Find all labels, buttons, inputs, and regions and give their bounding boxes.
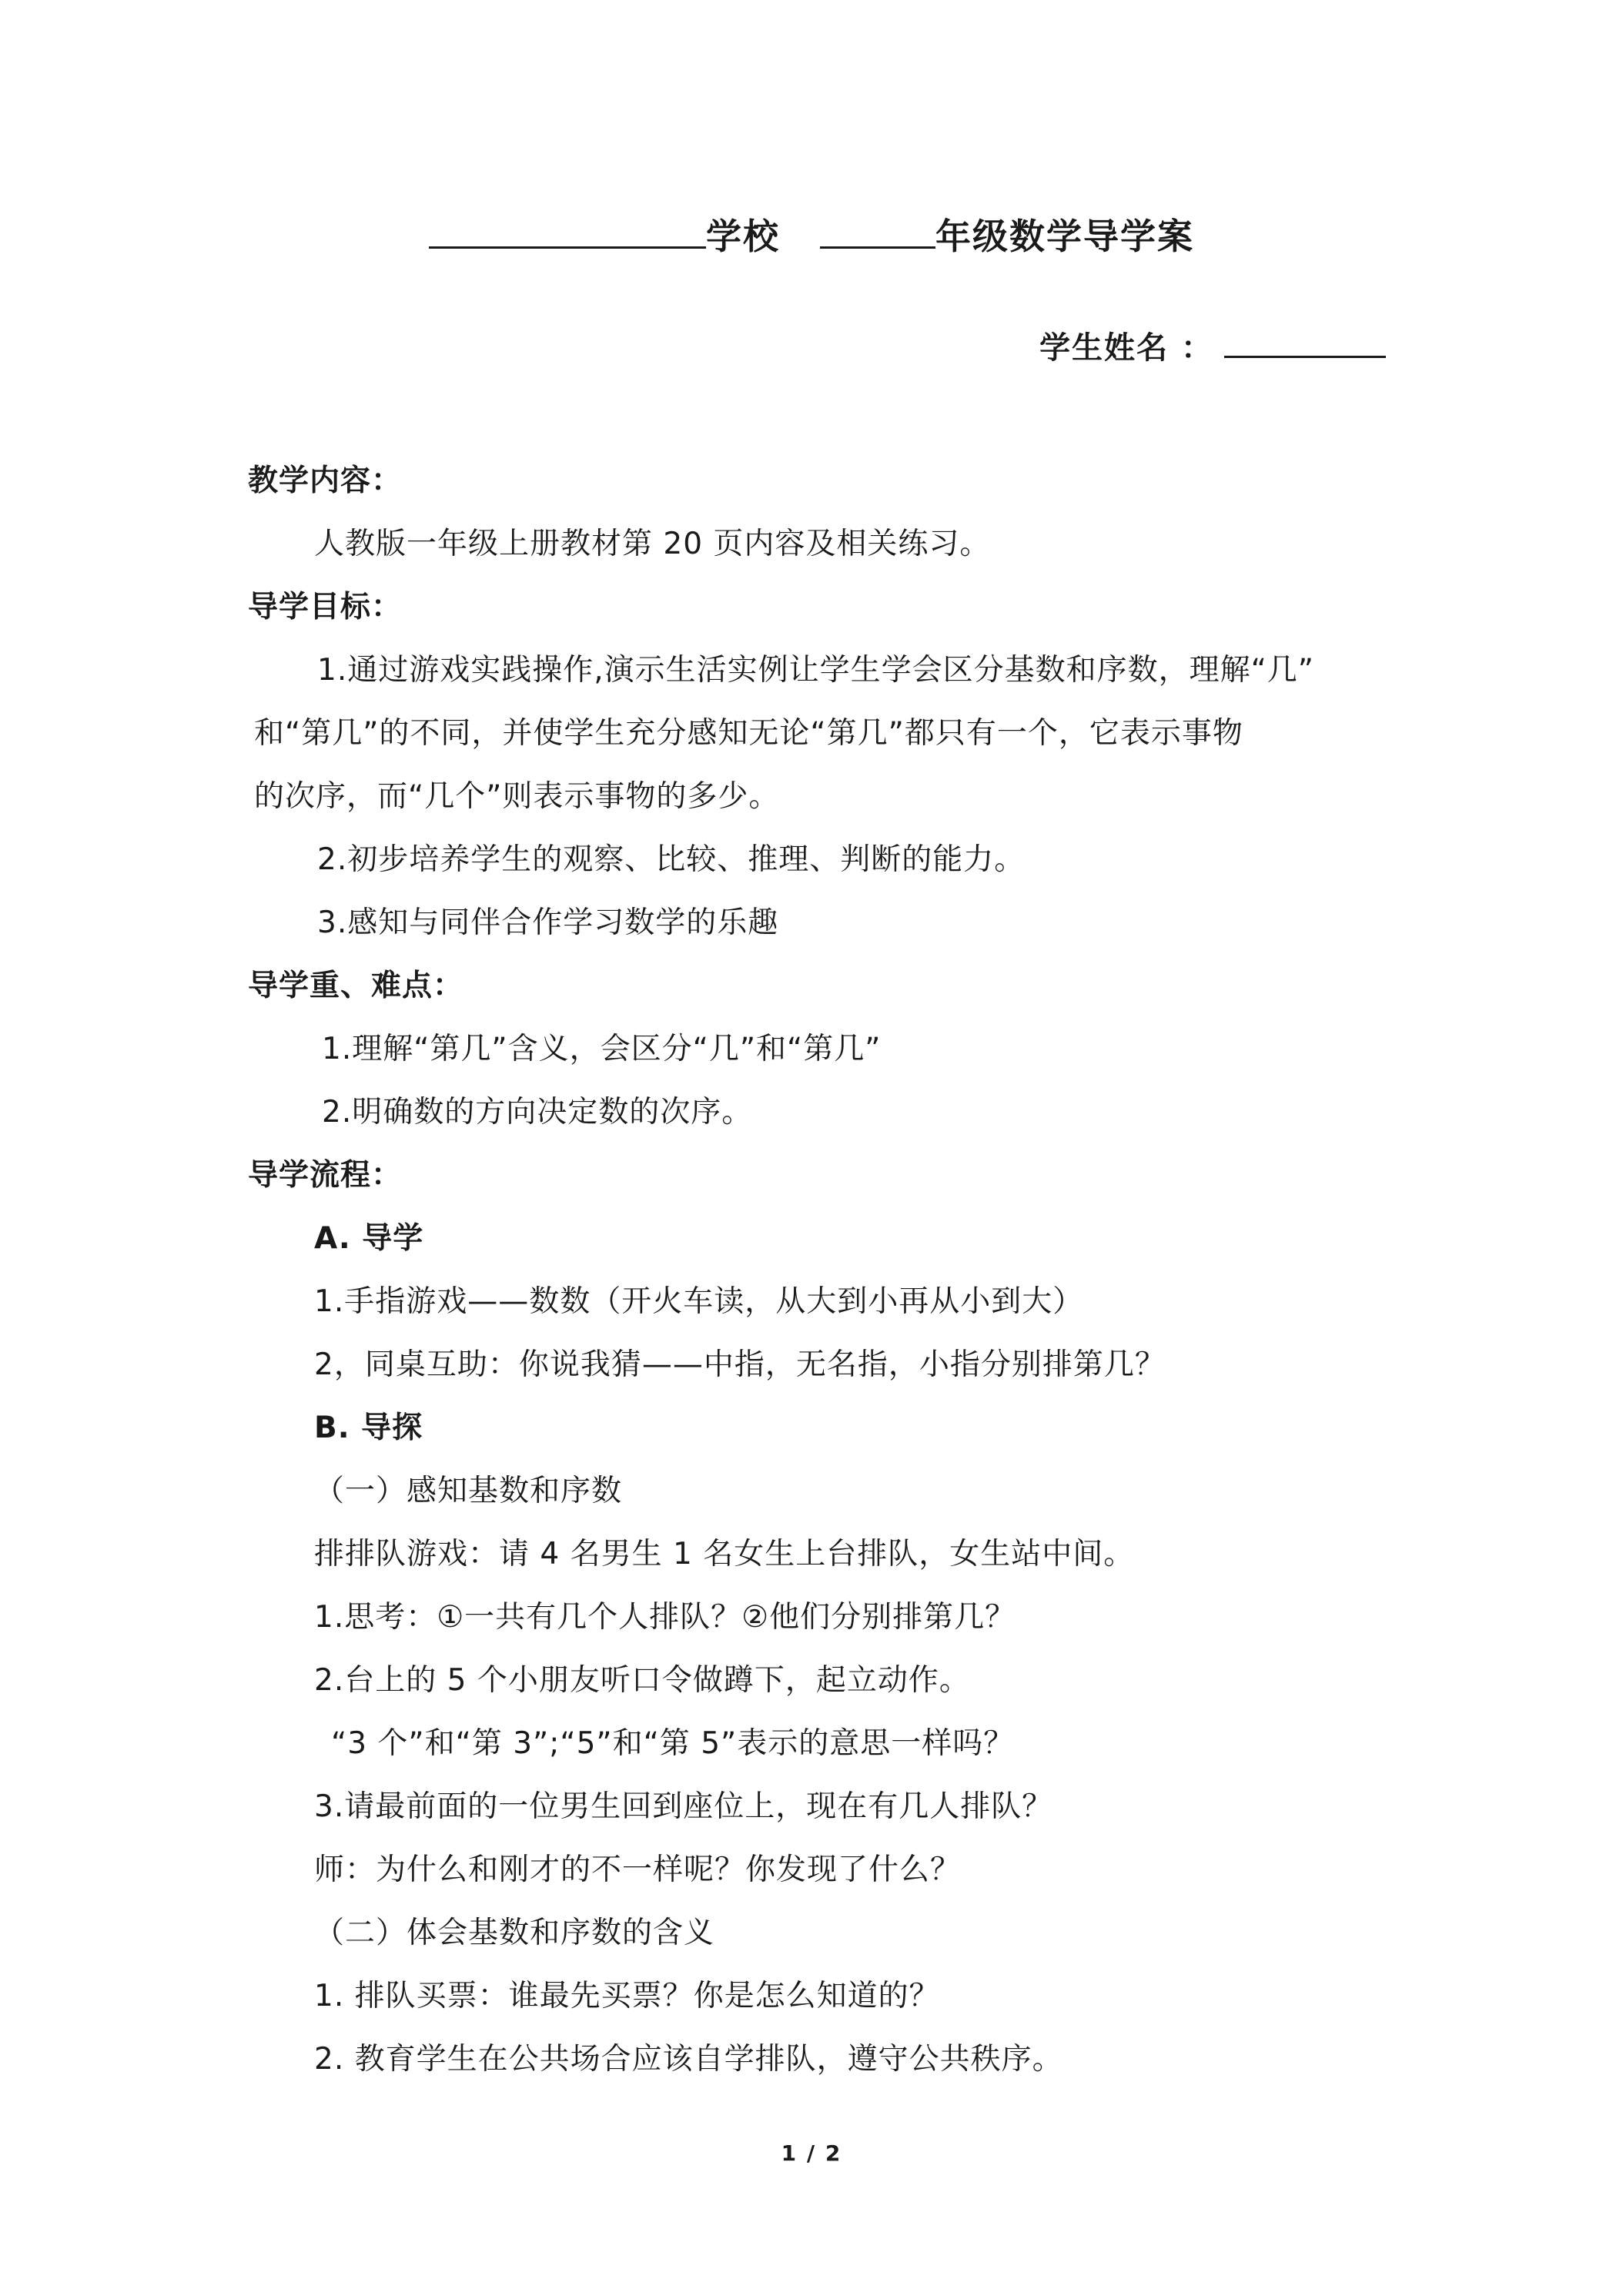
flow-heading: 导学流程：: [248, 1158, 403, 1193]
flow-b-question-2b: “3 个”和“第 3”;“5”和“第 5”表示的意思一样吗？: [331, 1726, 1015, 1761]
page-number: 1 / 2: [781, 2140, 842, 2166]
student-name-row: [1039, 316, 1386, 371]
grade-blank: [820, 206, 935, 249]
flow-b-part-1: （一）感知基数和序数: [314, 1474, 623, 1508]
flow-b-heading: B. 导探: [314, 1411, 423, 1445]
flow-b-question-2: 2.台上的 5 个小朋友听口令做蹲下，起立动作。: [314, 1663, 970, 1698]
goal-1-line-1: 1.通过游戏实践操作,演示生活实例让学生学会区分基数和序数，理解“几”: [317, 653, 1315, 688]
flow-b-question-3: 3.请最前面的一位男生回到座位上，现在有几人排队？: [314, 1789, 1053, 1824]
flow-b-game: 排排队游戏：请 4 名男生 1 名女生上台排队，女生站中间。: [314, 1537, 1135, 1571]
school-name-blank: [429, 206, 706, 249]
flow-b-part-2: （二）体会基数和序数的含义: [314, 1916, 715, 1950]
school-suffix: 学校: [706, 216, 780, 257]
goal-3: 3.感知与同伴合作学习数学的乐趣: [317, 905, 779, 940]
goals-heading: 导学目标：: [248, 590, 403, 624]
student-name-label: 学生姓名 ：: [1039, 330, 1213, 366]
flow-b-teacher: 师：为什么和刚才的不一样呢？你发现了什么？: [314, 1853, 962, 1887]
flow-a-item-2: 2，同桌互助：你说我猜——中指，无名指，小指分别排第几？: [314, 1347, 1166, 1382]
goal-1-line-3: 的次序，而“几个”则表示事物的多少。: [254, 779, 780, 814]
flow-b-part-2-item-2: 2. 教育学生在公共场合应该自学排队，遵守公共秩序。: [314, 2042, 1063, 2077]
flow-b-part-2-item-1: 1. 排队买票：谁最先买票？你是怎么知道的？: [314, 1979, 940, 2013]
key-heading: 导学重、难点：: [248, 969, 464, 1003]
flow-a-heading: A. 导学: [314, 1221, 424, 1256]
goal-2: 2.初步培养学生的观察、比较、推理、判断的能力。: [317, 842, 1026, 877]
content-heading: 教学内容：: [248, 464, 403, 498]
key-1: 1.理解“第几”含义，会区分“几”和“第几”: [322, 1032, 882, 1066]
flow-b-question-1: 1.思考：①一共有几个人排队？②他们分别排第几？: [314, 1600, 1016, 1635]
goal-1-line-2: 和“第几”的不同，并使学生充分感知无论“第几”都只有一个，它表示事物: [254, 716, 1243, 751]
key-2: 2.明确数的方向决定数的次序。: [322, 1095, 753, 1130]
grade-suffix: 年级数学导学案: [935, 216, 1194, 257]
page-title: [0, 206, 1623, 263]
content-text: 人教版一年级上册教材第 20 页内容及相关练习。: [314, 527, 991, 561]
student-name-blank: [1224, 316, 1386, 358]
flow-a-item-1: 1.手指游戏——数数（开火车读，从大到小再从小到大）: [314, 1284, 1084, 1319]
